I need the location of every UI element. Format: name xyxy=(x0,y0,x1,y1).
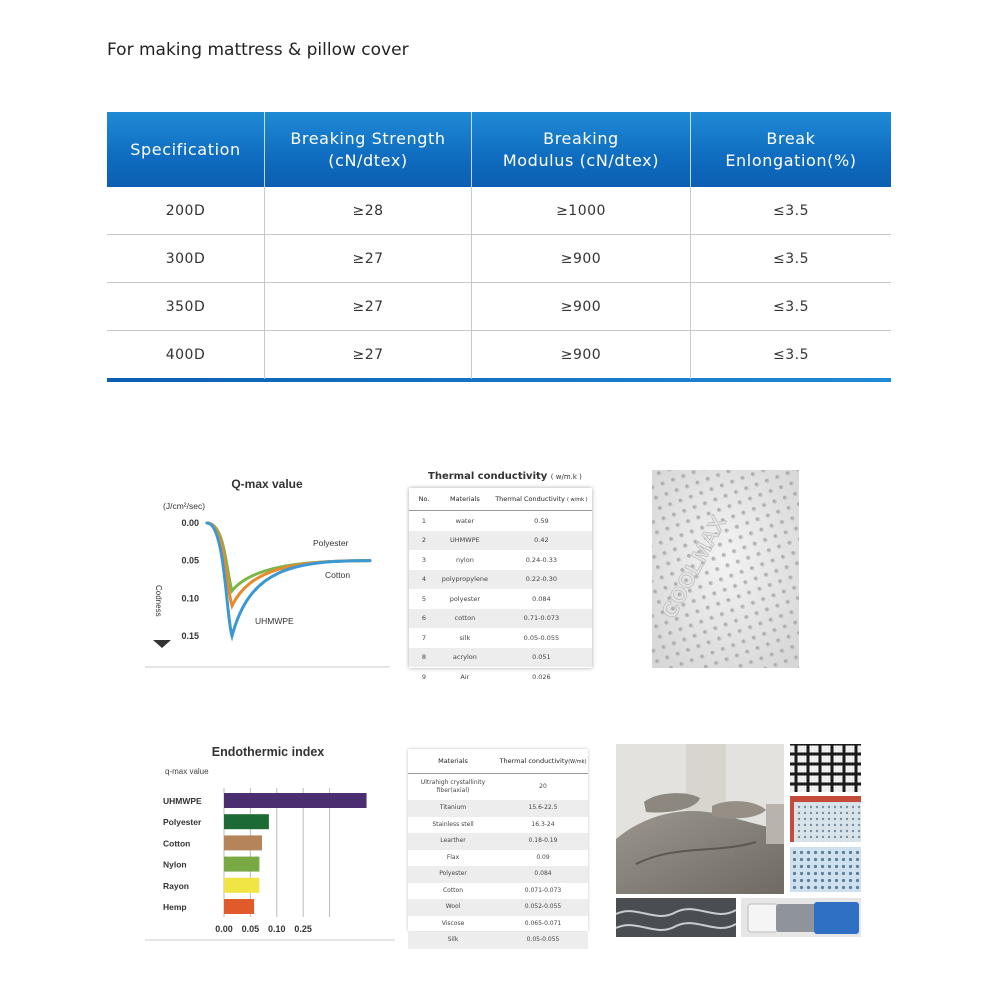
endothermic-category-label: Nylon xyxy=(163,859,187,870)
cushion-white xyxy=(748,904,778,932)
table-row: 1 water 0.59 xyxy=(421,516,549,525)
bedside-table xyxy=(766,804,784,844)
table-row: 3 nylon 0.24-0.33 xyxy=(421,555,558,564)
table-row xyxy=(107,187,891,235)
table-row: Wool 0.052-0.055 xyxy=(408,899,588,916)
cell-spec: 400D xyxy=(107,331,265,379)
qmax-y-tick: 0.15 xyxy=(181,631,199,641)
cell-modulus: ≥1000 xyxy=(472,187,691,234)
header-break-elongation: Break Enlongation(%) xyxy=(725,128,857,170)
endothermic-category-label: Hemp xyxy=(163,902,187,912)
table-row: Polyester 0.084 xyxy=(408,866,588,883)
cell-elongation: ≤3.5 xyxy=(773,298,809,315)
cell-modulus: ≥900 xyxy=(472,283,691,330)
endothermic-bar-hemp xyxy=(224,899,254,914)
endothermic-bar-polyester xyxy=(224,814,269,829)
endothermic-bar-nylon xyxy=(224,857,259,872)
cushion-grey xyxy=(776,904,816,932)
cell-strength: ≥28 xyxy=(265,187,472,234)
mesh-fabric-photo xyxy=(790,847,861,892)
page-title: For making mattress & pillow cover xyxy=(107,40,409,60)
table-row: 5 polyester 0.084 xyxy=(421,594,551,603)
cell-spec: 300D xyxy=(107,235,265,282)
qmax-codness-label: Codness xyxy=(154,585,163,617)
col-conductivity: Thermal conductivity(W/mk) xyxy=(498,749,588,774)
qmax-y-tick: 0.00 xyxy=(181,518,199,528)
qmax-y-unit: (J/cm²/sec) xyxy=(163,501,206,511)
header-breaking-modulus: Breaking Modulus (cN/dtex) xyxy=(472,112,691,187)
cell-elongation: ≤3.5 xyxy=(773,202,809,219)
thermal-table-2 xyxy=(408,749,588,944)
spec-table-header xyxy=(107,112,891,187)
qmax-y-ticks xyxy=(181,518,199,641)
table-row: 7 silk 0.05-0.055 xyxy=(421,633,560,642)
table-row: 9 Air 0.026 xyxy=(421,672,551,681)
endothermic-category-label: Rayon xyxy=(163,880,189,891)
endothermic-categories xyxy=(163,796,202,912)
mattress-fabric-photo xyxy=(790,796,861,842)
thermal-table-1 xyxy=(409,488,592,681)
table-row: Silk 0.05-0.055 xyxy=(408,932,588,949)
table-row xyxy=(107,283,891,331)
cell-strength: ≥27 xyxy=(265,235,472,282)
grid-fabric-photo xyxy=(790,744,861,792)
qmax-series-label-cotton: Cotton xyxy=(325,570,351,580)
endothermic-bar-cotton xyxy=(224,835,262,850)
thermal-table-2-grid xyxy=(408,749,588,949)
table-row: 4 polypropylene 0.22-0.30 xyxy=(409,570,592,590)
table-row: Titanium 15.6-22.5 xyxy=(408,800,588,817)
table-row xyxy=(107,331,891,379)
endothermic-x-tick: 0.25 xyxy=(294,924,312,934)
endothermic-chart-title: Endothermic index xyxy=(211,745,325,759)
qmax-series-label-polyester: Polyester xyxy=(313,538,349,548)
endothermic-x-tick: 0.10 xyxy=(268,924,286,934)
table-row xyxy=(107,235,891,283)
cell-elongation: ≤3.5 xyxy=(773,347,809,363)
col-no: No. xyxy=(409,488,439,511)
endothermic-x-ticks xyxy=(215,924,312,934)
endothermic-bars xyxy=(224,793,367,914)
endothermic-bar-rayon xyxy=(224,878,259,893)
patterned-fabric-base xyxy=(616,898,736,937)
table-row: 2 UHMWPE 0.42 xyxy=(409,531,592,551)
col-conductivity: Thermal Conductivity ( w/mk ) xyxy=(491,488,592,511)
cell-elongation: ≤3.5 xyxy=(773,250,809,267)
table-row: Learther 0.18-0.19 xyxy=(408,833,588,850)
thermal-table-1-body xyxy=(409,511,592,687)
cell-spec: 350D xyxy=(107,283,265,330)
coolmax-fabric-photo xyxy=(652,470,799,668)
col-materials: Materials xyxy=(439,488,491,511)
patterned-fabric-photo xyxy=(616,898,736,937)
table-row: Viscose 0.065-0.071 xyxy=(441,919,562,927)
cell-modulus: ≥900 xyxy=(472,235,691,282)
col-materials: Materials xyxy=(408,749,498,774)
cell-strength: ≥27 xyxy=(265,331,472,379)
qmax-chart xyxy=(145,470,390,670)
cell-spec: 200D xyxy=(107,187,265,234)
qmax-series-labels xyxy=(255,538,350,626)
table-row: 6 cotton 0.71-0.073 xyxy=(409,609,592,629)
thermal-table-1-title: Thermal conductivity ( w/m.k ) xyxy=(428,471,582,482)
table-row: Flax 0.09 xyxy=(446,853,550,861)
bedroom-photo xyxy=(616,744,784,894)
endothermic-chart xyxy=(145,740,395,942)
bedding-photo-collage xyxy=(616,744,861,937)
qmax-y-tick: 0.10 xyxy=(181,593,199,604)
endothermic-x-tick: 0.00 xyxy=(215,924,233,934)
thermal-table-1-grid xyxy=(409,488,592,687)
endothermic-category-label: Cotton xyxy=(163,838,191,849)
cushion-blue xyxy=(814,902,859,934)
endothermic-bar-uhmwpe xyxy=(224,793,367,808)
qmax-series-label-uhmwpe: UHMWPE xyxy=(255,616,294,626)
fabric-mesh xyxy=(652,470,799,668)
coolmax-brand-text: COOLMAX xyxy=(656,511,732,623)
table-row: Cotton 0.071-0.073 xyxy=(442,886,562,894)
cell-modulus: ≥900 xyxy=(472,331,691,379)
endothermic-chart-subtitle: q-max value xyxy=(165,767,209,776)
table-row: Stainless stell 16.3-24 xyxy=(432,820,555,828)
qmax-y-tick: 0.05 xyxy=(181,555,199,566)
cell-strength: ≥27 xyxy=(265,283,472,330)
cushion-pads-photo xyxy=(741,898,861,937)
table-row: Ultrahigh crystallinity fiber(axial) 20 xyxy=(420,779,547,794)
header-breaking-strength: Breaking Strength (cN/dtex) xyxy=(265,112,472,187)
table-row: 8 acrylon 0.051 xyxy=(409,648,592,668)
endothermic-category-label: Polyester xyxy=(163,817,202,828)
header-specification: Specification xyxy=(107,112,265,187)
mattress-top xyxy=(794,802,861,842)
endothermic-category-label: UHMWPE xyxy=(163,796,202,806)
qmax-series-line-polyester xyxy=(207,523,370,591)
qmax-chart-title: Q-max value xyxy=(231,477,303,491)
codness-arrow-icon xyxy=(153,640,171,648)
spec-table xyxy=(107,112,891,382)
endothermic-x-tick: 0.05 xyxy=(241,924,260,934)
